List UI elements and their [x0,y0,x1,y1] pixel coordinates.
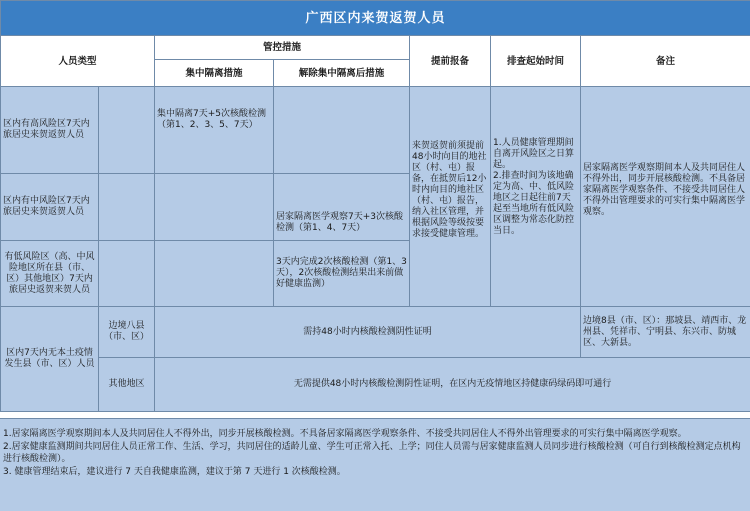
row-high-risk-centralized: 集中隔离7天+5次核酸检测（第1、2、3、5、7天） [155,87,274,174]
remarks-isolation-cell: 居家隔离医学观察期间本人及共同居住人不得外出，同步开展核酸检测。不具备居家隔离医学观察条件、不接受共同居住人不得外出管理要求的可实行集中隔离医学观察。 [581,87,750,307]
note-3: 3. 健康管理结束后，建议进行 7 天自我健康监测，建议于第 7 天进行 1 次核酸检测。 [3,466,346,477]
row-mid-risk-after: 居家隔离医学观察7天+3次核酸检测（第1、4、7天） [274,174,410,241]
row-high-risk-type: 区内有高风险区7天内旅居史来贺返贺人员 [1,87,99,174]
row-low-risk-type: 有低风险区（高、中风险地区所在县（市、区）其他地区）7天内旅居史返贺来贺人员 [1,241,99,307]
border-counties-label: 边境八县（市、区） [99,307,155,358]
table-title: 广西区内来贺返贺人员 [1,1,750,36]
row-no-cases-type: 区内7天内无本土疫情发生县（市、区）人员 [1,307,99,412]
other-regions-label: 其他地区 [99,358,155,412]
border-counties-measure: 需持48小时内核酸检测阴性证明 [155,307,581,358]
note-1: 1.居家隔离医学观察期间本人及共同居住人不得外出，同步开展核酸检测。不具备居家隔离医学观察条件、不接受共同居住人不得外出管理要求的可实行集中隔离医学观察。 [3,429,687,439]
screening-start-cell: 1.人员健康管理期间自离开风险区之日算起。 2.排查时间为该地确定为高、中、低风险地区之日起往前7天起至当地所有低风险区调整为常态化防控当日。 [491,87,581,307]
header-advance-report: 提前报备 [410,36,491,87]
row-mid-risk-centralized [155,174,274,241]
row-high-risk-blank [99,87,155,174]
header-control-measures: 管控措施 [155,36,410,60]
notes-section [0,418,750,511]
header-after-release: 解除集中隔离后措施 [274,60,410,87]
row-low-risk-centralized [155,241,274,307]
row-low-risk-blank [99,241,155,307]
other-regions-measure: 无需提供48小时内核酸检测阴性证明，在区内无疫情地区持健康码绿码即可通行 [155,358,750,412]
header-screening-start: 排查起始时间 [491,36,581,87]
advance-report-cell: 来贺返贺前须提前48小时向目的地社区（村、屯）报备，在抵贺后12小时内向目的地社区（村、屯）报告，纳入社区管理，并根据风险等级按要求接受健康管理。 [410,87,491,307]
row-mid-risk-blank [99,174,155,241]
row-high-risk-after [274,87,410,174]
header-remarks: 备注 [581,36,750,87]
row-low-risk-after: 3天内完成2次核酸检测（第1、3天），2次核酸检测结果出来前做好健康监测） [274,241,410,307]
row-mid-risk-type: 区内有中风险区7天内旅居史来贺返贺人员 [1,174,99,241]
header-person-type: 人员类型 [1,36,155,87]
note-2: 2.居家健康监测期间共同居住人员正常工作、生活、学习，共同居住的适龄儿童、学生可正常入托、上学；同住人员需与居家健康监测人员同步进行核酸检测（可自行到核酸检测定点机构进行核酸检测）。 [3,441,741,464]
border-counties-note: 边境8县（市、区）：那坡县、靖西市、龙州县、凭祥市、宁明县、东兴市、防城区、大新县。 [581,307,750,358]
header-centralized-isolation: 集中隔离措施 [155,60,274,87]
